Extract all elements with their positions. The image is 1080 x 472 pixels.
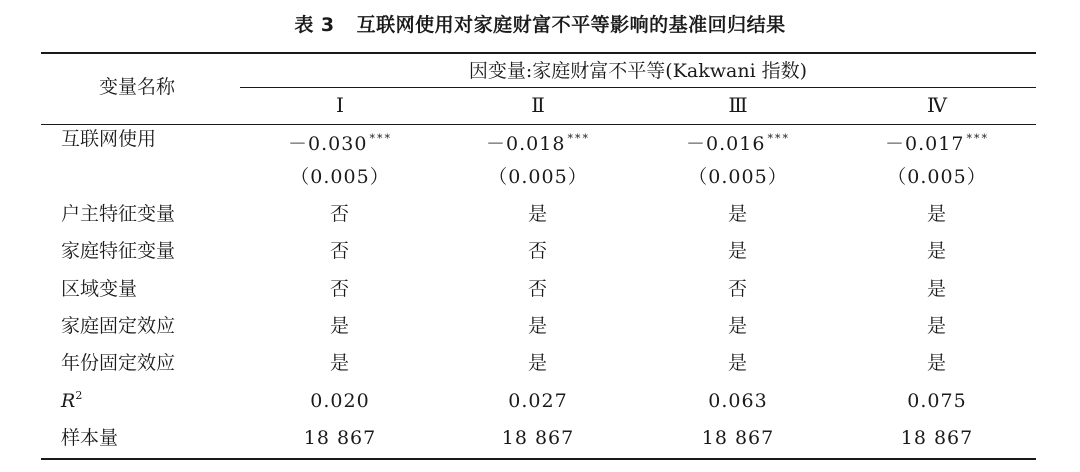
table-cell: [438, 127, 638, 156]
row-label-text: R: [61, 390, 76, 412]
row-label: [61, 277, 137, 301]
cell-value: 是: [727, 203, 748, 225]
table-cell: [240, 202, 440, 226]
table-cell: [638, 165, 838, 189]
cell-value: 否: [329, 203, 350, 225]
cell-value: 是: [727, 352, 748, 374]
cell-value: 是: [727, 315, 748, 337]
row-label-text: 年份固定效应: [61, 352, 176, 374]
table-cell: [240, 314, 440, 338]
cell-value: 18 867: [303, 427, 377, 449]
table-cell: [240, 351, 440, 375]
row-label: [61, 239, 175, 263]
table-number: 表 3: [294, 14, 335, 36]
table-cell: [638, 426, 838, 450]
cell-value: 是: [727, 240, 748, 262]
cell-value: 否: [527, 278, 548, 300]
cell-value: 18 867: [900, 427, 974, 449]
cell-value: 0.075: [907, 390, 967, 412]
cell-value: 是: [329, 352, 350, 374]
significance-stars: ***: [966, 132, 989, 145]
table-cell: [438, 426, 638, 450]
row-label: [61, 351, 175, 375]
cell-value: （0.005）: [887, 166, 987, 188]
table-cell: [638, 239, 838, 263]
cell-value: 是: [926, 315, 947, 337]
significance-stars: ***: [567, 132, 590, 145]
row-label: [61, 389, 82, 413]
column-header-2: Ⅱ: [531, 93, 545, 117]
cell-value: 是: [527, 203, 548, 225]
row-label-superscript: 2: [75, 389, 83, 402]
cell-value: 18 867: [501, 427, 575, 449]
cell-value: －0.030: [288, 133, 368, 155]
row-label-text: 家庭固定效应: [61, 315, 176, 337]
cell-value: 是: [527, 315, 548, 337]
table-cell: [638, 127, 838, 156]
row-label-text: 互联网使用: [61, 128, 157, 150]
table-cell: [638, 389, 838, 413]
cell-value: 0.027: [508, 390, 568, 412]
dependent-variable-header: 因变量:家庭财富不平等(Kakwani 指数): [468, 60, 808, 82]
table-cell: [837, 239, 1037, 263]
table-cell: [837, 202, 1037, 226]
table-cell: [240, 277, 440, 301]
cell-value: 否: [329, 278, 350, 300]
table-cell: [438, 389, 638, 413]
cell-value: 否: [727, 278, 748, 300]
table-cell: [837, 314, 1037, 338]
header-subrule: [240, 87, 1036, 88]
table-cell: [438, 202, 638, 226]
variable-name-header: 变量名称: [99, 76, 176, 98]
cell-value: 是: [329, 315, 350, 337]
significance-stars: ***: [767, 132, 790, 145]
table-cell: [438, 351, 638, 375]
table-cell: [837, 165, 1037, 189]
cell-value: 是: [926, 352, 947, 374]
table-cell: [240, 165, 440, 189]
row-label-text: 样本量: [61, 427, 119, 449]
row-label-text: 家庭特征变量: [61, 240, 176, 262]
row-label: [61, 127, 156, 151]
cell-value: 是: [527, 352, 548, 374]
table-cell: [240, 389, 440, 413]
cell-value: 是: [926, 240, 947, 262]
table-cell: [240, 239, 440, 263]
table-cell: [240, 426, 440, 450]
cell-value: －0.016: [686, 133, 766, 155]
cell-value: －0.017: [885, 133, 965, 155]
cell-value: 0.020: [310, 390, 370, 412]
table-cell: [638, 314, 838, 338]
cell-value: 18 867: [701, 427, 775, 449]
table-cell: [240, 127, 440, 156]
column-header-1: Ⅰ: [336, 93, 344, 117]
significance-stars: ***: [369, 132, 392, 145]
cell-value: 0.063: [708, 390, 768, 412]
row-label-text: 户主特征变量: [61, 203, 176, 225]
table-title: 互联网使用对家庭财富不平等影响的基准回归结果: [356, 14, 786, 36]
top-rule: [41, 52, 1036, 54]
table-cell: [438, 165, 638, 189]
cell-value: （0.005）: [688, 166, 788, 188]
cell-value: 是: [926, 203, 947, 225]
table-cell: [638, 202, 838, 226]
table-cell: [638, 351, 838, 375]
cell-value: －0.018: [486, 133, 566, 155]
header-rule: [41, 124, 1036, 125]
bottom-rule: [41, 458, 1036, 460]
row-label: [61, 426, 118, 450]
table-cell: [837, 351, 1037, 375]
table-caption: [0, 10, 1080, 37]
table-cell: [638, 277, 838, 301]
cell-value: （0.005）: [290, 166, 390, 188]
row-label: [61, 202, 175, 226]
table-cell: [837, 277, 1037, 301]
table-cell: [438, 277, 638, 301]
row-label: [61, 314, 175, 338]
table-cell: [438, 314, 638, 338]
cell-value: （0.005）: [488, 166, 588, 188]
column-header-4: Ⅳ: [927, 93, 947, 117]
cell-value: 否: [527, 240, 548, 262]
row-label-text: 区域变量: [61, 278, 138, 300]
table-cell: [837, 426, 1037, 450]
table-cell: [438, 239, 638, 263]
table-cell: [837, 127, 1037, 156]
cell-value: 否: [329, 240, 350, 262]
column-header-3: Ⅲ: [728, 93, 748, 117]
cell-value: 是: [926, 278, 947, 300]
table-cell: [837, 389, 1037, 413]
